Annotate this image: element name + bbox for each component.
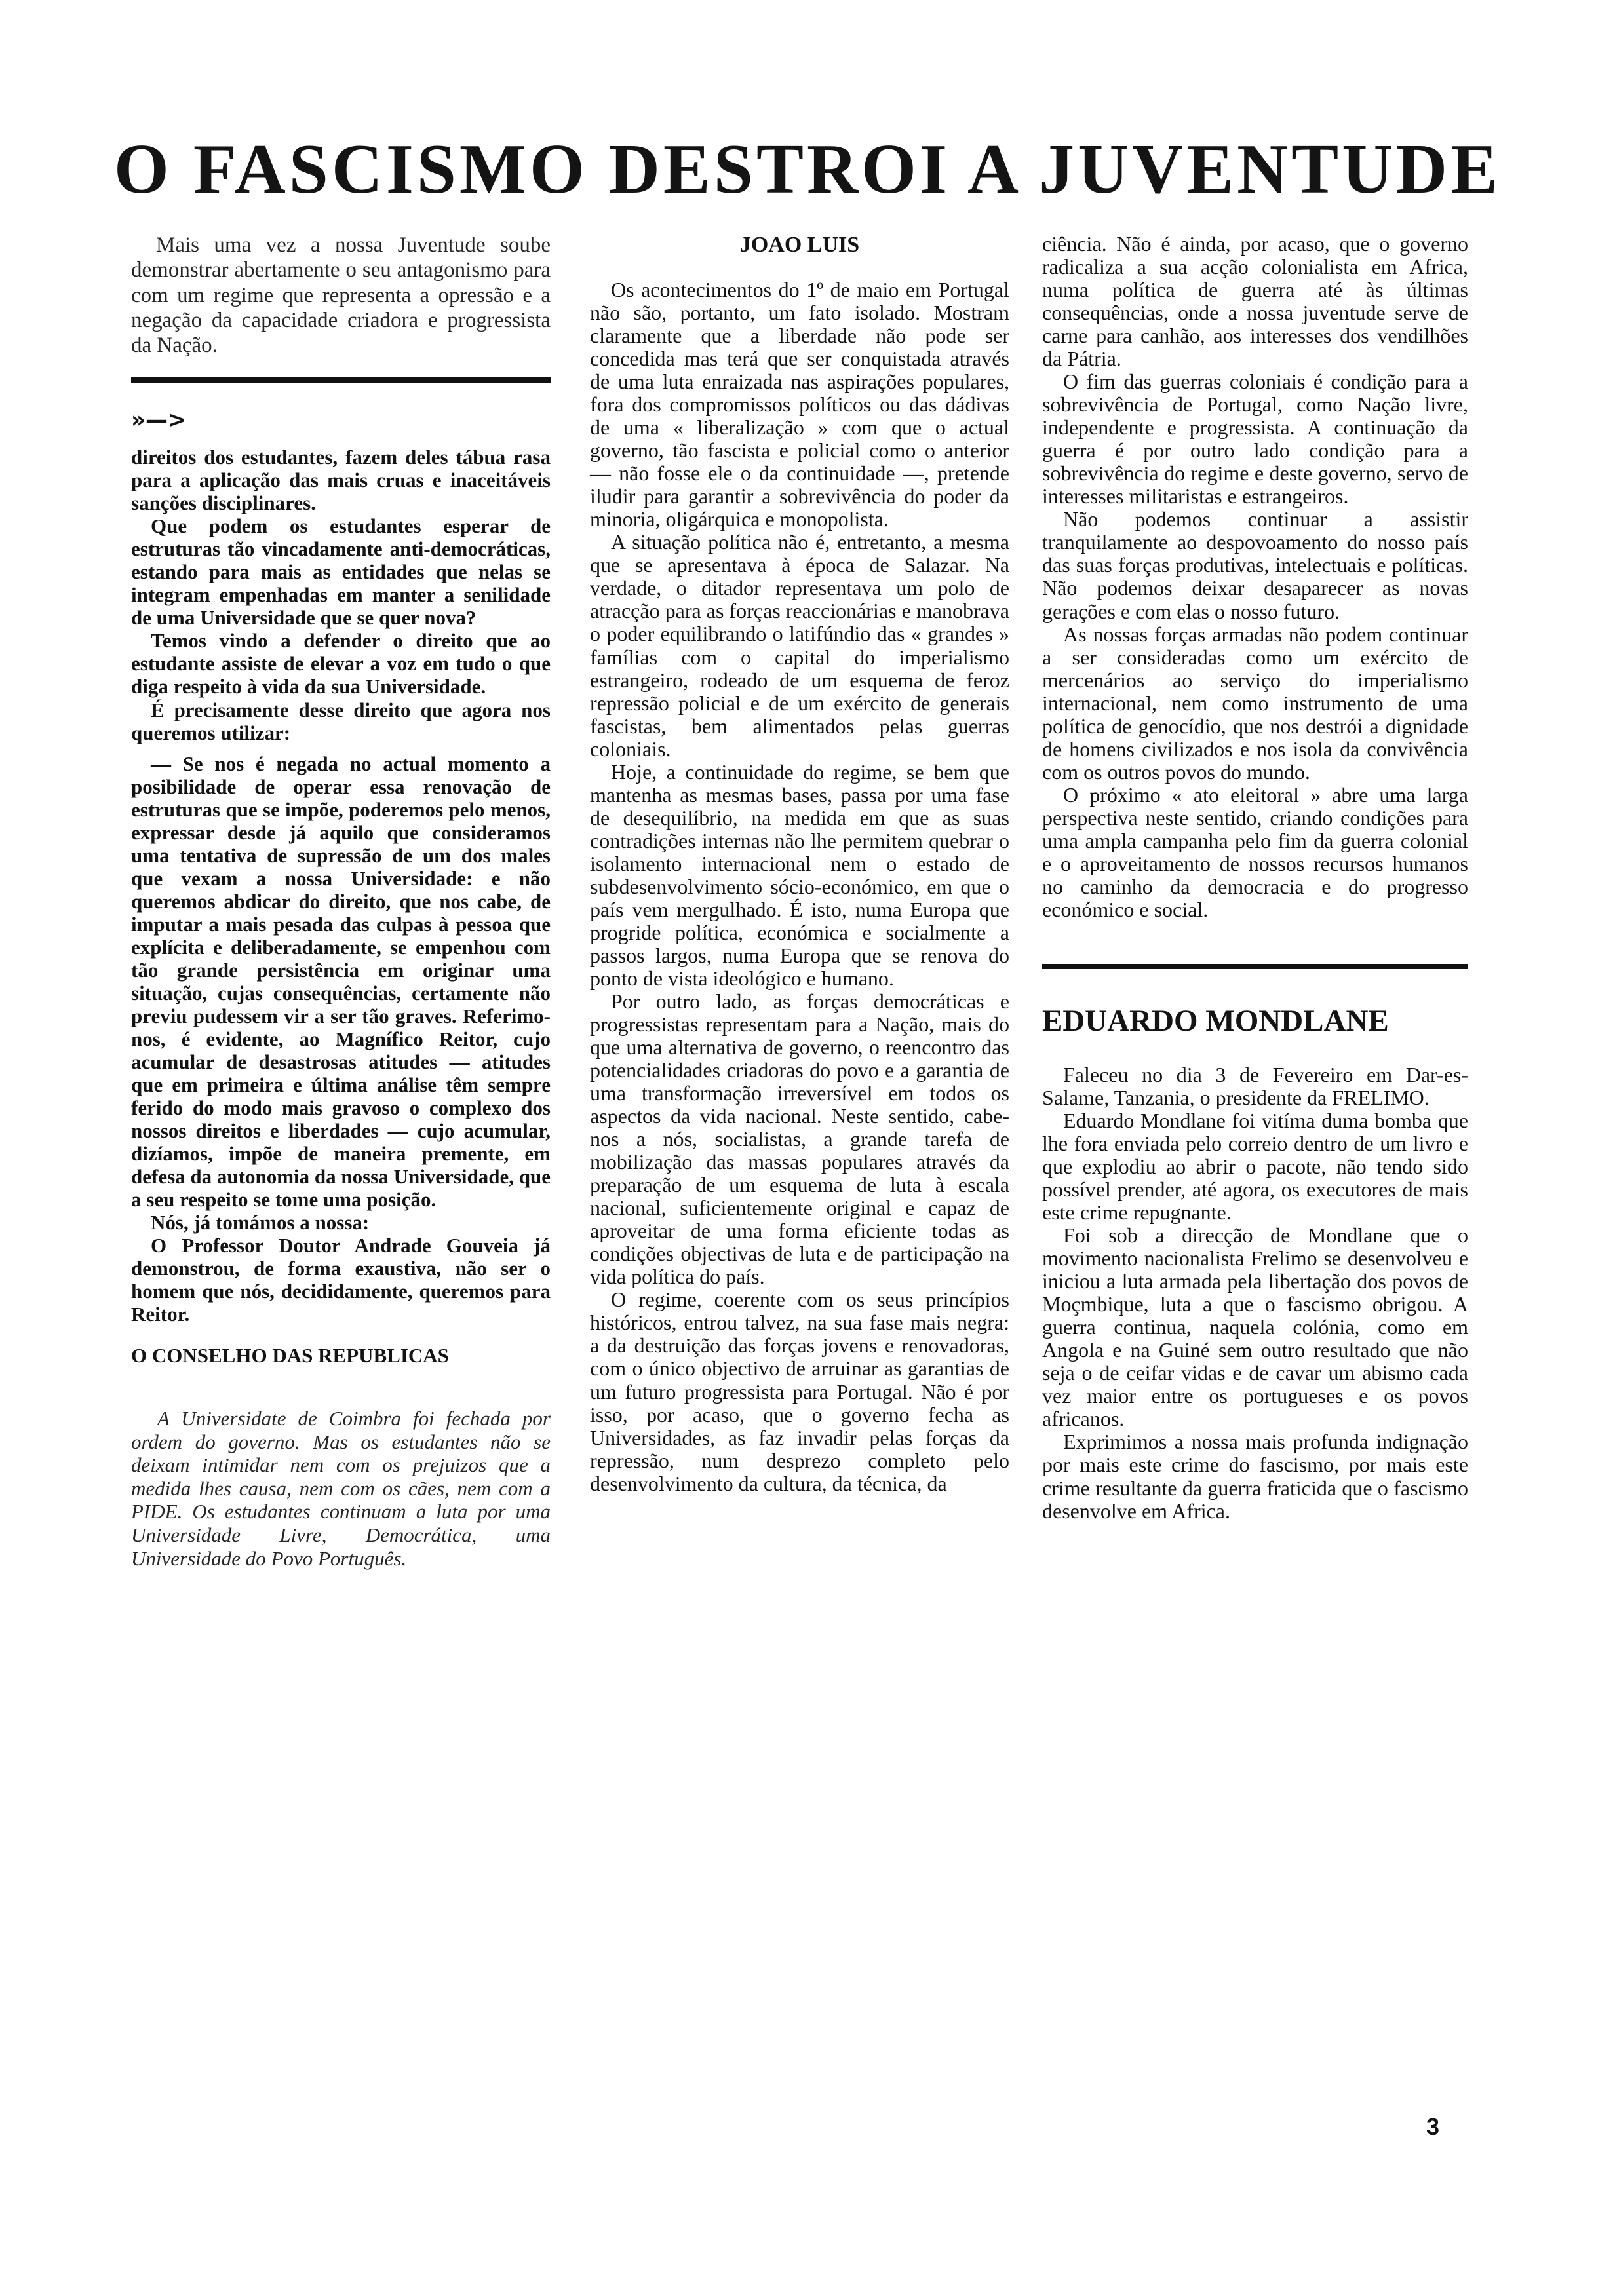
paragraph: Por outro lado, as forças democráticas e progressistas representam para a Nação, mais do que uma alternativa de governo, o reencontro das potencialidades criadoras do povo e a garantia de uma transformação irreversível em todos os aspectos da vida nacional. Neste sentido, cabe-nos a nós, socialistas, a grande tarefa de mobilização das massas populares através da preparação de um esquema de luta à escala nacional, suficientemente original e capaz de aproveitar de uma forma eficiente todas as condições objectivas de luta e de participação na vida política do país. (590, 989, 1009, 1289)
paragraph: Hoje, a continuidade do regime, se bem que mantenha as mesmas bases, passa por uma fase de desequilíbrio, na medida em que as suas contradições internas não lhe permitem quebrar o isolamento internacional nem o estado de subdesenvolvimento sócio-económico, em que o país vem mergulhado. É isto, numa Europa que progride política, económica e socialmente a passos largos, numa Europa que se renova do ponto de vista ideológico e humano. (590, 759, 1009, 990)
paragraph: — Se nos é negada no actual momento a posibilidade de operar essa renovação de estruturas que se impõe, poderemos pelo menos, expressar desde já aquilo que consideramos uma tentativa de supressão de um dos males que vexam a nossa Universidade: e não queremos abdicar do direito, que nos cabe, de imputar a mais pesada das culpas à pessoa que explícita e deliberadamente, se empenhou com tão grande persistência em originar uma situação, cujas consequências, certamente não previu pudessem vir a ser tão graves. Referimo-nos, é evidente, ao Magnífico Reitor, cujo acumular de desastrosas atitudes — atitudes que em primeira e última análise têm sempre ferido do modo mais gravoso o complexo dos nossos direitos e liberdades — cujo acumular, dizíamos, impõe de maneira premente, em defesa da autonomia da nossa Universidade, que a seu respeito se tome uma posição. (131, 752, 551, 1211)
paragraph: Faleceu no dia 3 de Fevereiro em Dar-es-Salame, Tanzania, o presidente da FRELIMO. (1042, 1062, 1468, 1109)
paragraph: O fim das guerras coloniais é condição para a sobrevivência de Portugal, como Nação livre, independente e progressista. A continuação da guerra é por outro lado condição para a sobrevivência do regime e deste governo, servo de interesses militaristas e estrangeiros. (1042, 370, 1468, 508)
continuation-arrow-icon: »—> (131, 407, 187, 434)
paragraph: Foi sob a direcção de Mondlane que o movimento nacionalista Frelimo se desenvolveu e iniciou a luta armada pela libertação dos povos de Moçmbique, luta a que o fascismo obrigou. A guerra continua, naquela colónia, como em Angola e na Guiné sem outro resultado que não seja o de ceifar vidas e de cavar um abismo cada vez maior entre os portugueses e os povos africanos. (1042, 1223, 1468, 1431)
mondlane-heading: EDUARDO MONDLANE (1042, 1003, 1389, 1038)
paragraph: Exprimimos a nossa mais profunda indignação por mais este crime do fascismo, por mais este crime resultante da guerra fraticida que o fascismo desenvolve em Africa. (1042, 1430, 1468, 1523)
intro-paragraph: Mais uma vez a nossa Juventude soube demonstrar abertamente o seu antagonismo para com um regime que representa a opressão e a negação da capacidade criadora e progressista da Nação. (131, 233, 551, 358)
intro (131, 233, 551, 358)
divider (131, 377, 551, 383)
coimbra-note (131, 1407, 551, 1570)
mondlane-article (1042, 1063, 1468, 1523)
paragraph: O Professor Doutor Andrade Gouveia já demonstrou, de forma exaustiva, não ser o homem que nós, decididamente, queremos para Reitor. (131, 1233, 551, 1326)
author-name: JOAO LUIS (739, 233, 860, 257)
paragraph: O próximo « ato eleitoral » abre uma larga perspectiva neste sentido, criando condições para uma ampla campanha pelo fim da guerra colonial e o aproveitamento de nossos recursos humanos no caminho da democracia e do progresso económico e social. (1042, 782, 1468, 921)
paragraph: A situação política não é, entretanto, a mesma que se apresentava à época de Salazar. Na verdade, o ditador representava um polo de atracção para as forças reaccionárias e manobrava o poder equilibrando o latifúndio das « grandes » famílias com o capital do imperialismo estrangeiro, rodeado de um esquema de feroz repressão policial e de um exército de generais fascistas, bem alimentados pelas guerras coloniais. (590, 530, 1009, 761)
paragraph: É precisamente desse direito que agora nos queremos utilizar: (131, 698, 551, 744)
column-right (1042, 233, 1468, 1523)
page-number: 3 (1426, 2113, 1440, 2140)
column-left (131, 233, 551, 1570)
paragraph: Que podem os estudantes esperar de estruturas tão vincadamente anti-democráticas, estando para mais as entidades que nelas se integram empenhadas em manter a senilidade de uma Universidade que se quer nova? (131, 514, 551, 630)
article-body (590, 278, 1009, 1495)
paragraph: direitos dos estudantes, fazem deles tábua rasa para a aplicação das mais cruas e inaceitáveis sanções disciplinares. (131, 446, 551, 515)
page-title: O FASCISMO DESTROI A JUVENTUDE (113, 130, 1502, 208)
paragraph: Temos vindo a defender o direito que ao estudante assiste de elevar a voz em tudo o que diga respeito à vida da sua Universidade. (131, 629, 551, 698)
paragraph: Eduardo Mondlane foi vitíma duma bomba que lhe fora enviada pelo correio dentro de um livro e que explodiu ao abrir o pacote, não tendo sido possível prender, até agora, os executores de mais este crime repugnante. (1042, 1109, 1468, 1225)
paragraph: As nossas forças armadas não podem continuar a ser consideradas como um exército de mercenários ao serviço do imperialismo internacional, nem como instrumento de uma política de genocídio, que nos destrói a dignidade de homens civilizados e nos isola da convivência com os outros povos do mundo. (1042, 622, 1468, 784)
paragraph: Os acontecimentos do 1º de maio em Portugal não são, portanto, um fato isolado. Mostram claramente que a liberdade não pode ser concedida mas terá que ser conquistada através de uma luta enraizada nas aspirações populares, fora dos compromissos políticos ou das dádivas de uma « liberalização » com que o actual governo, tão fascista e policial como o anterior — não fosse ele o da continuidade —, pretende iludir para garantir a sobrevivência do poder da minoria, oligárquica e monopolista. (590, 278, 1009, 531)
paragraph: O regime, coerente com os seus princípios históricos, entrou talvez, na sua fase mais negra: a da destruição das forças jovens e renovadoras, com o único objectivo de arruinar as garantias de um futuro progressista para Portugal. Não é por isso, por acaso, que o governo fecha as Universidades, as faz invadir pelas forças da repressão, num desprezo completo pelo desenvolvimento da cultura, da técnica, da (590, 1288, 1009, 1495)
paragraph: Não podemos continuar a assistir tranquilamente ao despovoamento do nosso país das suas forças produtivas, intelectuais e políticas. Não podemos deixar desaparecer as novas gerações e com elas o nosso futuro. (1042, 507, 1468, 623)
council-statement (131, 446, 551, 1326)
column-middle (590, 233, 1009, 1495)
signature: O CONSELHO DAS REPUBLICAS (131, 1343, 449, 1367)
paragraph: Nós, já tomámos a nossa: (151, 1210, 370, 1234)
article-body-continued (1042, 233, 1468, 921)
note-paragraph: A Universidate de Coimbra foi fechada por ordem do governo. Mas os estudantes não se deixam intimidar nem com os prejuizos que a medida lhes causa, nem com os cães, nem com a PIDE. Os estudantes continuam a luta por uma Universidade Livre, Democrática, uma Universidade do Povo Português. (131, 1406, 551, 1570)
paragraph: ciência. Não é ainda, por acaso, que o governo radicaliza a sua acção colonialista em Africa, numa política de guerra até às últimas consequências, onde a nossa juventude serve de carne para canhão, aos interesses dos vendilhões da Pátria. (1042, 232, 1468, 371)
divider (1042, 964, 1468, 969)
